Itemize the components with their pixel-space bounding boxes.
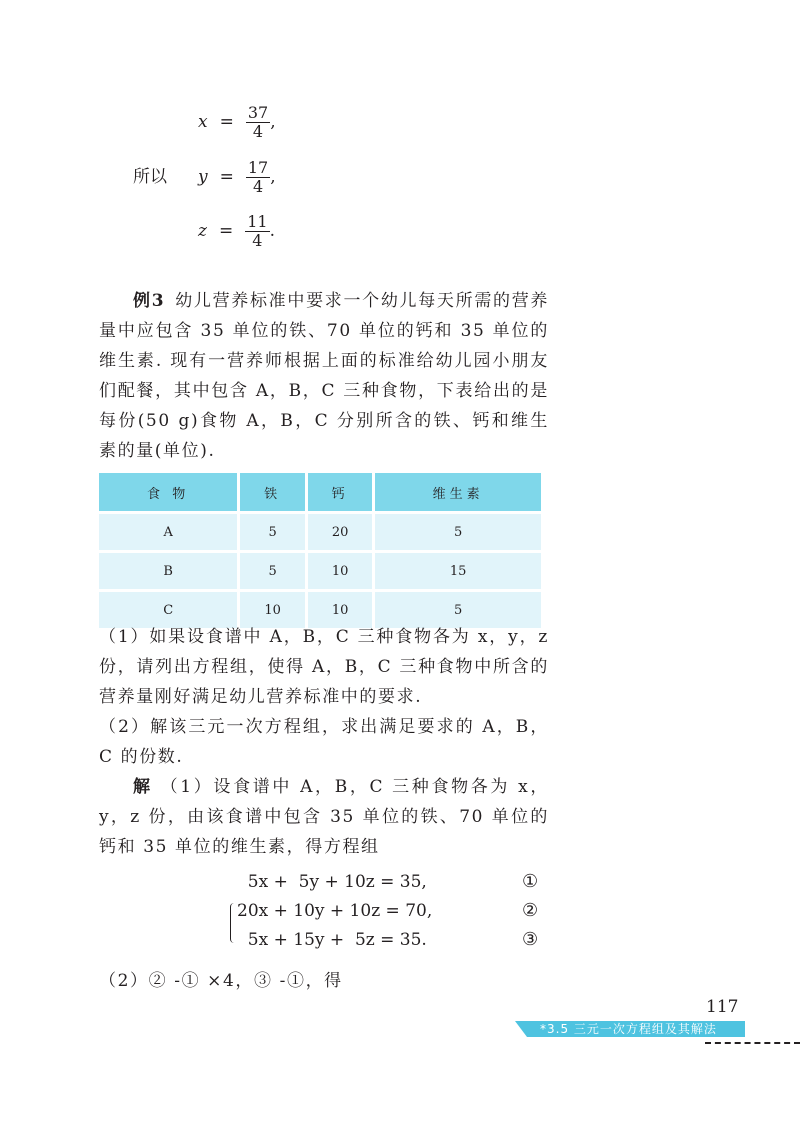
table-cell: 10 [306,591,373,629]
table-cell: 10 [306,552,373,591]
table-cell: 5 [239,552,306,591]
var-z: z [198,221,207,241]
table-row [99,513,541,552]
equals-sign: = [219,167,234,187]
solution-y-row [198,157,276,197]
punct: . [269,221,275,241]
eq-mark-2: ② [522,900,539,921]
table-row [99,552,541,591]
so-label: 所以 [133,167,167,187]
table-cell: 10 [239,591,306,629]
var-x: x [198,112,208,132]
nutrition-table [99,473,541,628]
table-cell: 5 [374,513,541,552]
eq-mark-3: ③ [522,929,539,950]
table-cell: A [99,513,239,552]
header-food: 食 物 [99,473,239,513]
solution-text: （1）设食谱中 A，B，C 三种食物各为 x，y，z 份，由该食谱中包含 35 单位的铁、70 单位的钙和 35 单位的维生素，得方程组 [99,777,549,857]
denominator: 4 [246,177,270,196]
page-number: 117 [706,997,739,1017]
equals-sign: = [219,112,234,132]
question-1: （1）如果设食谱中 A，B，C 三种食物各为 x，y，z 份，请列出方程组，使得 A，B，C 三种食物中所含的营养量刚好满足幼儿营养标准中的要求. [99,627,549,707]
table-cell: 15 [374,552,541,591]
example-text: 幼儿营养标准中要求一个幼儿每天所需的营养量中应包含 35 单位的铁、70 单位的钙和 35 单位的维生素. 现有一营养师根据上面的标准给幼儿园小朋友们配餐，其中包含 A，B，C 三种食物，下表给出的是每份(50 g)食物 A，B，C 分别所含的铁、钙和维生素的量(单位). [99,291,549,461]
numerator: 11 [247,211,268,231]
fraction-y [246,159,270,196]
table-cell: 5 [374,591,541,629]
equals-sign: = [218,221,234,241]
denominator: 4 [246,122,270,141]
numerator: 37 [247,102,269,122]
brace [230,903,237,943]
equation-1: 5x + 5y + 10z = 35, [237,872,427,892]
table-cell: B [99,552,239,591]
table-header-row [99,473,541,513]
step-2: （2）② -① ×4，③ -①，得 [99,971,343,991]
solution-paragraph [99,772,549,862]
header-vitamin: 维生素 [374,473,541,513]
fraction-x [246,104,270,141]
solution-z-row [198,211,275,251]
denominator: 4 [245,231,269,250]
var-y: y [198,167,208,187]
solution-x-row [198,102,276,142]
example-label: 例3 [133,291,166,311]
equation-2: 20x + 10y + 10z = 70, [237,901,433,921]
table-cell: C [99,591,239,629]
fraction-z [245,213,269,250]
punct: , [270,112,276,132]
table-cell: 5 [239,513,306,552]
eq-mark-1: ① [522,871,539,892]
question-2: （2）解该三元一次方程组，求出满足要求的 A，B，C 的份数. [99,717,549,767]
example-paragraph [99,286,549,466]
numerator: 17 [247,157,269,177]
footer-dotted-rule [705,1042,800,1044]
header-calcium: 钙 [306,473,373,513]
punct: , [270,167,276,187]
solution-label: 解 [133,777,153,797]
header-iron: 铁 [239,473,306,513]
equation-3: 5x + 15y + 5z = 35. [237,930,427,950]
section-title: *3.5 三元一次方程组及其解法 [540,1022,717,1036]
table-cell: 20 [306,513,373,552]
